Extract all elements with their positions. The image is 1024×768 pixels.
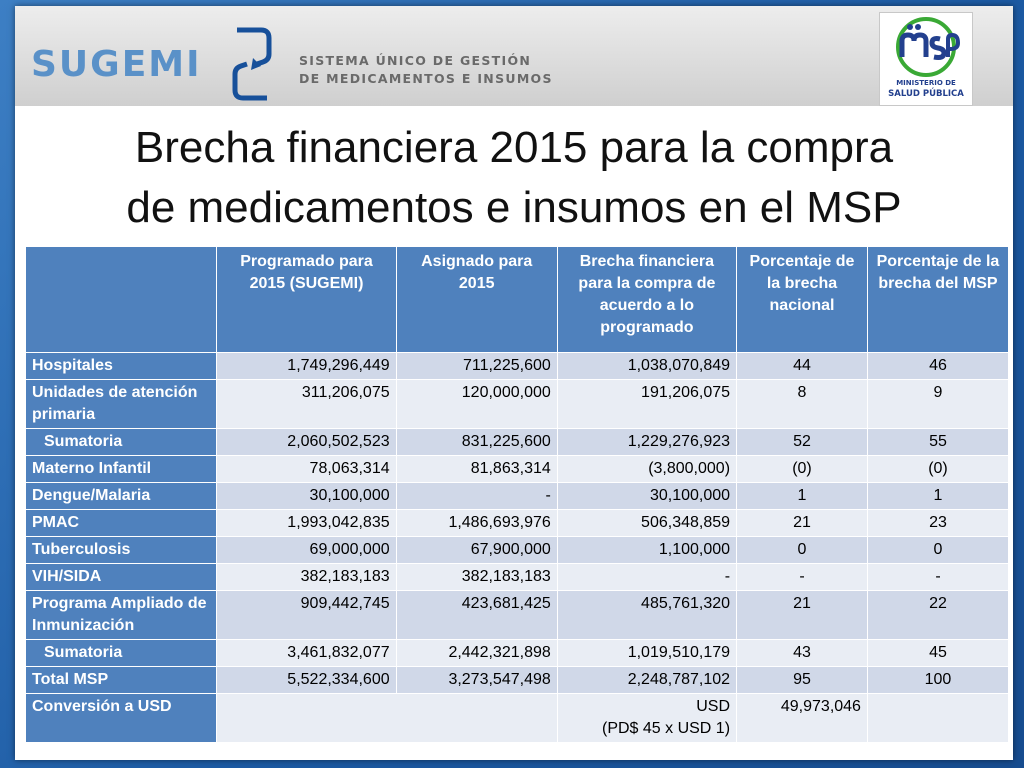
cell-pct-msp: 46	[867, 353, 1008, 380]
cell-pct-nacional: -	[737, 564, 868, 591]
row-label: Tuberculosis	[26, 537, 217, 564]
column-header-empty	[26, 247, 217, 353]
sugemi-logo-line1: SISTEMA ÚNICO DE GESTIÓN	[299, 53, 532, 68]
cell-asignado: 1,486,693,976	[396, 510, 557, 537]
cell-programado: 69,000,000	[217, 537, 396, 564]
cell-asignado: 423,681,425	[396, 591, 557, 640]
sugemi-cycle-icon	[227, 24, 277, 104]
cell-pct-msp: 0	[867, 537, 1008, 564]
cell-programado: 311,206,075	[217, 380, 396, 429]
financial-gap-table	[25, 246, 1009, 743]
cell-pct-msp: -	[867, 564, 1008, 591]
cell-pct-nacional: 0	[737, 537, 868, 564]
cell-brecha: 1,019,510,179	[557, 640, 736, 667]
cell-programado: 1,749,296,449	[217, 353, 396, 380]
cell-pct-nacional: 43	[737, 640, 868, 667]
title-line-1: Brecha financiera 2015 para la compra	[134, 123, 894, 172]
table-row	[26, 667, 1009, 694]
msp-logo	[879, 12, 973, 106]
cell-programado: 30,100,000	[217, 483, 396, 510]
cell-asignado: 831,225,600	[396, 429, 557, 456]
row-label: Unidades de atención primaria	[26, 380, 217, 429]
cell-brecha: 1,100,000	[557, 537, 736, 564]
sugemi-logo-name: SUGEMI	[31, 44, 202, 85]
table-row	[26, 564, 1009, 591]
cell-pct-nacional: (0)	[737, 456, 868, 483]
cell-brecha: 30,100,000	[557, 483, 736, 510]
cell-brecha: 1,229,276,923	[557, 429, 736, 456]
cell-asignado: 120,000,000	[396, 380, 557, 429]
sugemi-logo-line2: DE MEDICAMENTOS E INSUMOS	[299, 71, 553, 86]
table-row	[26, 353, 1009, 380]
column-header-asignado: Asignado para 2015	[396, 247, 557, 353]
cell-programado: 2,060,502,523	[217, 429, 396, 456]
cell-pct-nacional: 44	[737, 353, 868, 380]
cell-pct-msp: 100	[867, 667, 1008, 694]
cell-pct-msp: 23	[867, 510, 1008, 537]
cell-conversion-value: 49,973,046	[737, 694, 868, 743]
page-title	[15, 118, 1013, 238]
conversion-rate: (PD$ 45 x USD 1)	[601, 720, 731, 737]
cell-asignado: 67,900,000	[396, 537, 557, 564]
cell-conversion-rate	[557, 694, 736, 743]
cell-brecha: 485,761,320	[557, 591, 736, 640]
cell-asignado: -	[396, 483, 557, 510]
cell-empty	[217, 694, 557, 743]
cell-brecha: 2,248,787,102	[557, 667, 736, 694]
cell-asignado: 81,863,314	[396, 456, 557, 483]
row-label: Conversión a USD	[26, 694, 217, 743]
cell-brecha: -	[557, 564, 736, 591]
table-row	[26, 537, 1009, 564]
cell-pct-msp: 45	[867, 640, 1008, 667]
row-label: Programa Ampliado de Inmunización	[26, 591, 217, 640]
header-band	[15, 6, 1013, 106]
conversion-unit: USD	[696, 698, 731, 715]
column-header-brecha: Brecha financiera para la compra de acuerdo a lo programado	[557, 247, 736, 353]
msp-logo-line1: MINISTERIO DE	[896, 79, 956, 87]
row-label: PMAC	[26, 510, 217, 537]
row-label: Sumatoria	[26, 429, 217, 456]
cell-asignado: 2,442,321,898	[396, 640, 557, 667]
cell-pct-nacional: 21	[737, 510, 868, 537]
row-label: Total MSP	[26, 667, 217, 694]
cell-programado: 3,461,832,077	[217, 640, 396, 667]
table-row-conversion	[26, 694, 1009, 743]
column-header-programado: Programado para 2015 (SUGEMI)	[217, 247, 396, 353]
cell-pct-msp: (0)	[867, 456, 1008, 483]
cell-programado: 5,522,334,600	[217, 667, 396, 694]
cell-pct-nacional: 1	[737, 483, 868, 510]
table-header-row	[26, 247, 1009, 353]
table-row	[26, 429, 1009, 456]
msp-emblem-icon	[888, 17, 964, 77]
row-label: Sumatoria	[26, 640, 217, 667]
table-row	[26, 483, 1009, 510]
title-line-2: de medicamentos e insumos en el MSP	[126, 183, 902, 232]
cell-asignado: 382,183,183	[396, 564, 557, 591]
cell-programado: 382,183,183	[217, 564, 396, 591]
cell-brecha: (3,800,000)	[557, 456, 736, 483]
cell-brecha: 191,206,075	[557, 380, 736, 429]
slide	[15, 6, 1013, 760]
cell-pct-nacional: 95	[737, 667, 868, 694]
row-label: VIH/SIDA	[26, 564, 217, 591]
cell-pct-msp: 1	[867, 483, 1008, 510]
sugemi-logo	[31, 18, 571, 108]
cell-brecha: 1,038,070,849	[557, 353, 736, 380]
cell-pct-msp: 22	[867, 591, 1008, 640]
column-header-pct-msp: Porcentaje de la brecha del MSP	[867, 247, 1008, 353]
table-row	[26, 640, 1009, 667]
cell-programado: 909,442,745	[217, 591, 396, 640]
cell-empty	[867, 694, 1008, 743]
cell-pct-nacional: 52	[737, 429, 868, 456]
column-header-pct-nacional: Porcentaje de la brecha nacional	[737, 247, 868, 353]
cell-programado: 1,993,042,835	[217, 510, 396, 537]
cell-pct-nacional: 8	[737, 380, 868, 429]
row-label: Hospitales	[26, 353, 217, 380]
cell-pct-msp: 55	[867, 429, 1008, 456]
cell-asignado: 3,273,547,498	[396, 667, 557, 694]
cell-pct-msp: 9	[867, 380, 1008, 429]
msp-logo-line2: SALUD PÚBLICA	[888, 89, 964, 99]
table-row	[26, 591, 1009, 640]
cell-pct-nacional: 21	[737, 591, 868, 640]
table-row	[26, 510, 1009, 537]
row-label: Dengue/Malaria	[26, 483, 217, 510]
row-label: Materno Infantil	[26, 456, 217, 483]
cell-asignado: 711,225,600	[396, 353, 557, 380]
cell-brecha: 506,348,859	[557, 510, 736, 537]
cell-programado: 78,063,314	[217, 456, 396, 483]
table-row	[26, 456, 1009, 483]
table-row	[26, 380, 1009, 429]
